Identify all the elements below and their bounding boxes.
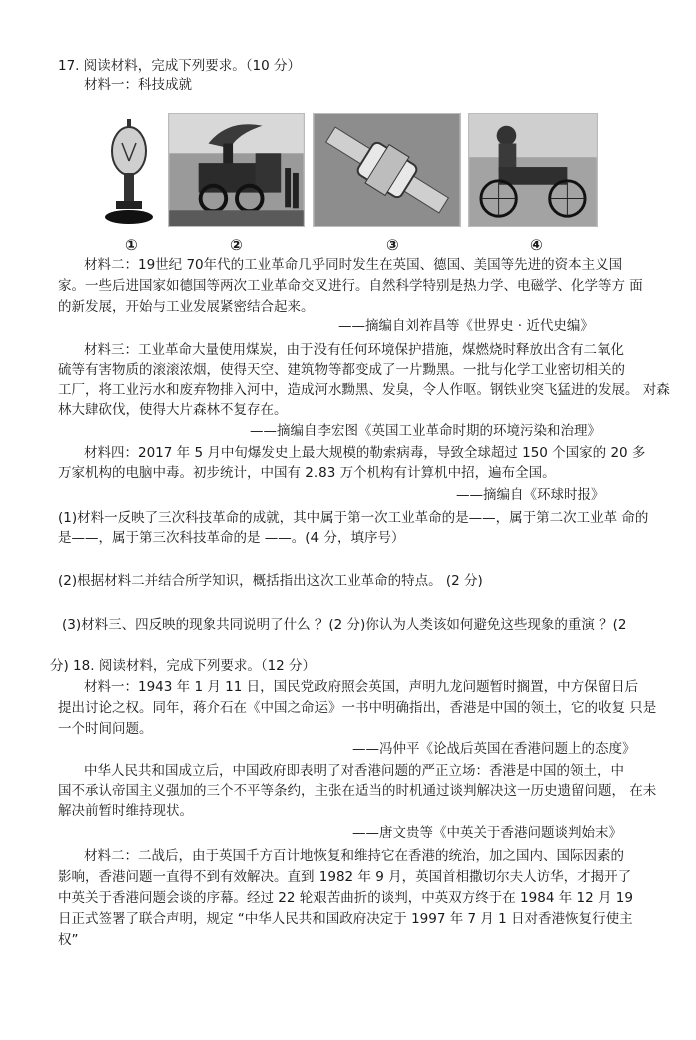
q18-m2-line-4: 日正式签署了联合声明，规定 “中华人民共和国政府决定于 1997 年 7 月 1 日对香港恢复行使主 [58, 911, 633, 927]
q17-ask3-line-2-and-q18-title: 分) 18. 阅读材料，完成下列要求。（12 分） [50, 658, 317, 674]
q17-m3-line-3: 工厂，将工业污水和废弃物排入河中，造成河水黝黑、发臭，令人作呕。钢铁业突飞猛进的发展。 对森 [58, 382, 670, 398]
q18-m2-line-2: 影响，香港问题一直得不到有效解决。直到 1982 年 9 月，英国首相撒切尔夫人访华，才揭开了 [58, 869, 632, 885]
q17-m4-line-1: 材料四：2017 年 5 月中旬爆发史上最大规模的勒索病毒，导致全球超过 150 个国家的 20 多 [84, 445, 646, 461]
q17-m2-line-1: 材料二：19世纪 70年代的工业革命几乎同时发生在英国、德国、美国等先进的资本主义国 [84, 257, 623, 273]
q18-m2-line-1: 材料二：二战后，由于英国千方百计地恢复和维持它在香港的统治，加之国内、国际因素的 [84, 848, 624, 864]
q17-m4-line-2: 万家机构的电脑中毒。初步统计，中国有 2.83 万个机构有计算机中招，遍布全国。 [58, 465, 556, 481]
photo-number-1: ① [125, 236, 138, 254]
spacecraft-photo [313, 113, 461, 227]
q18-m1b-source: ——唐文贵等《中英关于香港问题谈判始末》 [352, 825, 622, 841]
q18-m2-line-5: 权” [58, 932, 79, 948]
light-bulb-icon [100, 113, 158, 227]
q17-m2-line-2: 家。一些后进国家如德国等两次工业革命交叉进行。自然科学特别是热力学、电磁学、化学等方 面 [58, 278, 643, 294]
q17-m3-line-2: 硫等有害物质的滚滚浓烟，使得天空、建筑物等都变成了一片黝黑。一批与化学工业密切相关的 [58, 362, 625, 378]
q17-m3-source: ——摘编自李宏图《英国工业革命时期的环境污染和治理》 [250, 423, 601, 439]
q18-m1-line-2: 提出讨论之权。同年，蒋介石在《中国之命运》一书中明确指出，香港是中国的领土，它的收复 只是 [58, 700, 657, 716]
q18-m2-line-3: 中英关于香港问题会谈的序幕。经过 22 轮艰苦曲折的谈判，中英双方终于在 1984 年 12 月 19 [58, 890, 633, 906]
q17-ask1-line-2: 是——，属于第三次科技革命的是 ——。(4 分，填序号） [58, 530, 405, 546]
q17-m3-line-1: 材料三：工业革命大量使用煤炭，由于没有任何环境保护措施，煤燃烧时释放出含有二氧化 [84, 342, 624, 358]
early-automobile-photo [468, 113, 598, 227]
q18-m1b-line-2: 国不承认帝国主义强加的三个不平等条约，主张在适当的时机通过谈判解决这一历史遗留问题， 在未 [58, 783, 657, 799]
q17-title: 17. 阅读材料，完成下列要求。（10 分） [58, 58, 301, 74]
photo-number-2: ② [230, 236, 243, 254]
q18-m1b-line-1: 中华人民共和国成立后，中国政府即表明了对香港问题的严正立场：香港是中国的领土，中 [84, 763, 624, 779]
q17-m4-source: ——摘编自《环球时报》 [456, 487, 605, 503]
light-bulb-photo [100, 113, 158, 227]
q17-m3-line-4: 林大肆砍伐，使得大片森林不复存在。 [58, 402, 288, 418]
q18-m1b-line-3: 解决前暂时维持现状。 [58, 803, 193, 819]
q17-m1-label: 材料一：科技成就 [84, 77, 192, 93]
q18-m1-source: ——冯仲平《论战后英国在香港问题上的态度》 [352, 741, 636, 757]
locomotive-icon [169, 114, 304, 226]
steam-locomotive-photo [168, 113, 305, 227]
photo-number-3: ③ [386, 236, 399, 254]
photo-number-4: ④ [530, 236, 543, 254]
q17-m2-source: ——摘编自刘祚昌等《世界史 · 近代史编》 [338, 318, 594, 334]
q17-ask2: (2)根据材料二并结合所学知识，概括指出这次工业革命的特点。 (2 分) [58, 573, 483, 589]
q18-m1-line-1: 材料一：1943 年 1 月 11 日，国民党政府照会英国，声明九龙问题暂时搁置，中方保留日后 [84, 679, 639, 695]
q17-ask1-line-1: (1)材料一反映了三次科技革命的成就，其中属于第一次工业革命的是——，属于第二次工业革 命的 [58, 510, 649, 526]
automobile-icon [469, 114, 597, 226]
satellite-icon [314, 114, 460, 226]
q17-ask3-line-1: (3)材料三、四反映的现象共同说明了什么 ？(2 分)你认为人类该如何避免这些现象的重演 ？(2 [62, 617, 627, 633]
q18-m1-line-3: 一个时间问题。 [58, 721, 153, 737]
q17-m2-line-3: 的新发展，开始与工业发展紧密结合起来。 [58, 299, 315, 315]
